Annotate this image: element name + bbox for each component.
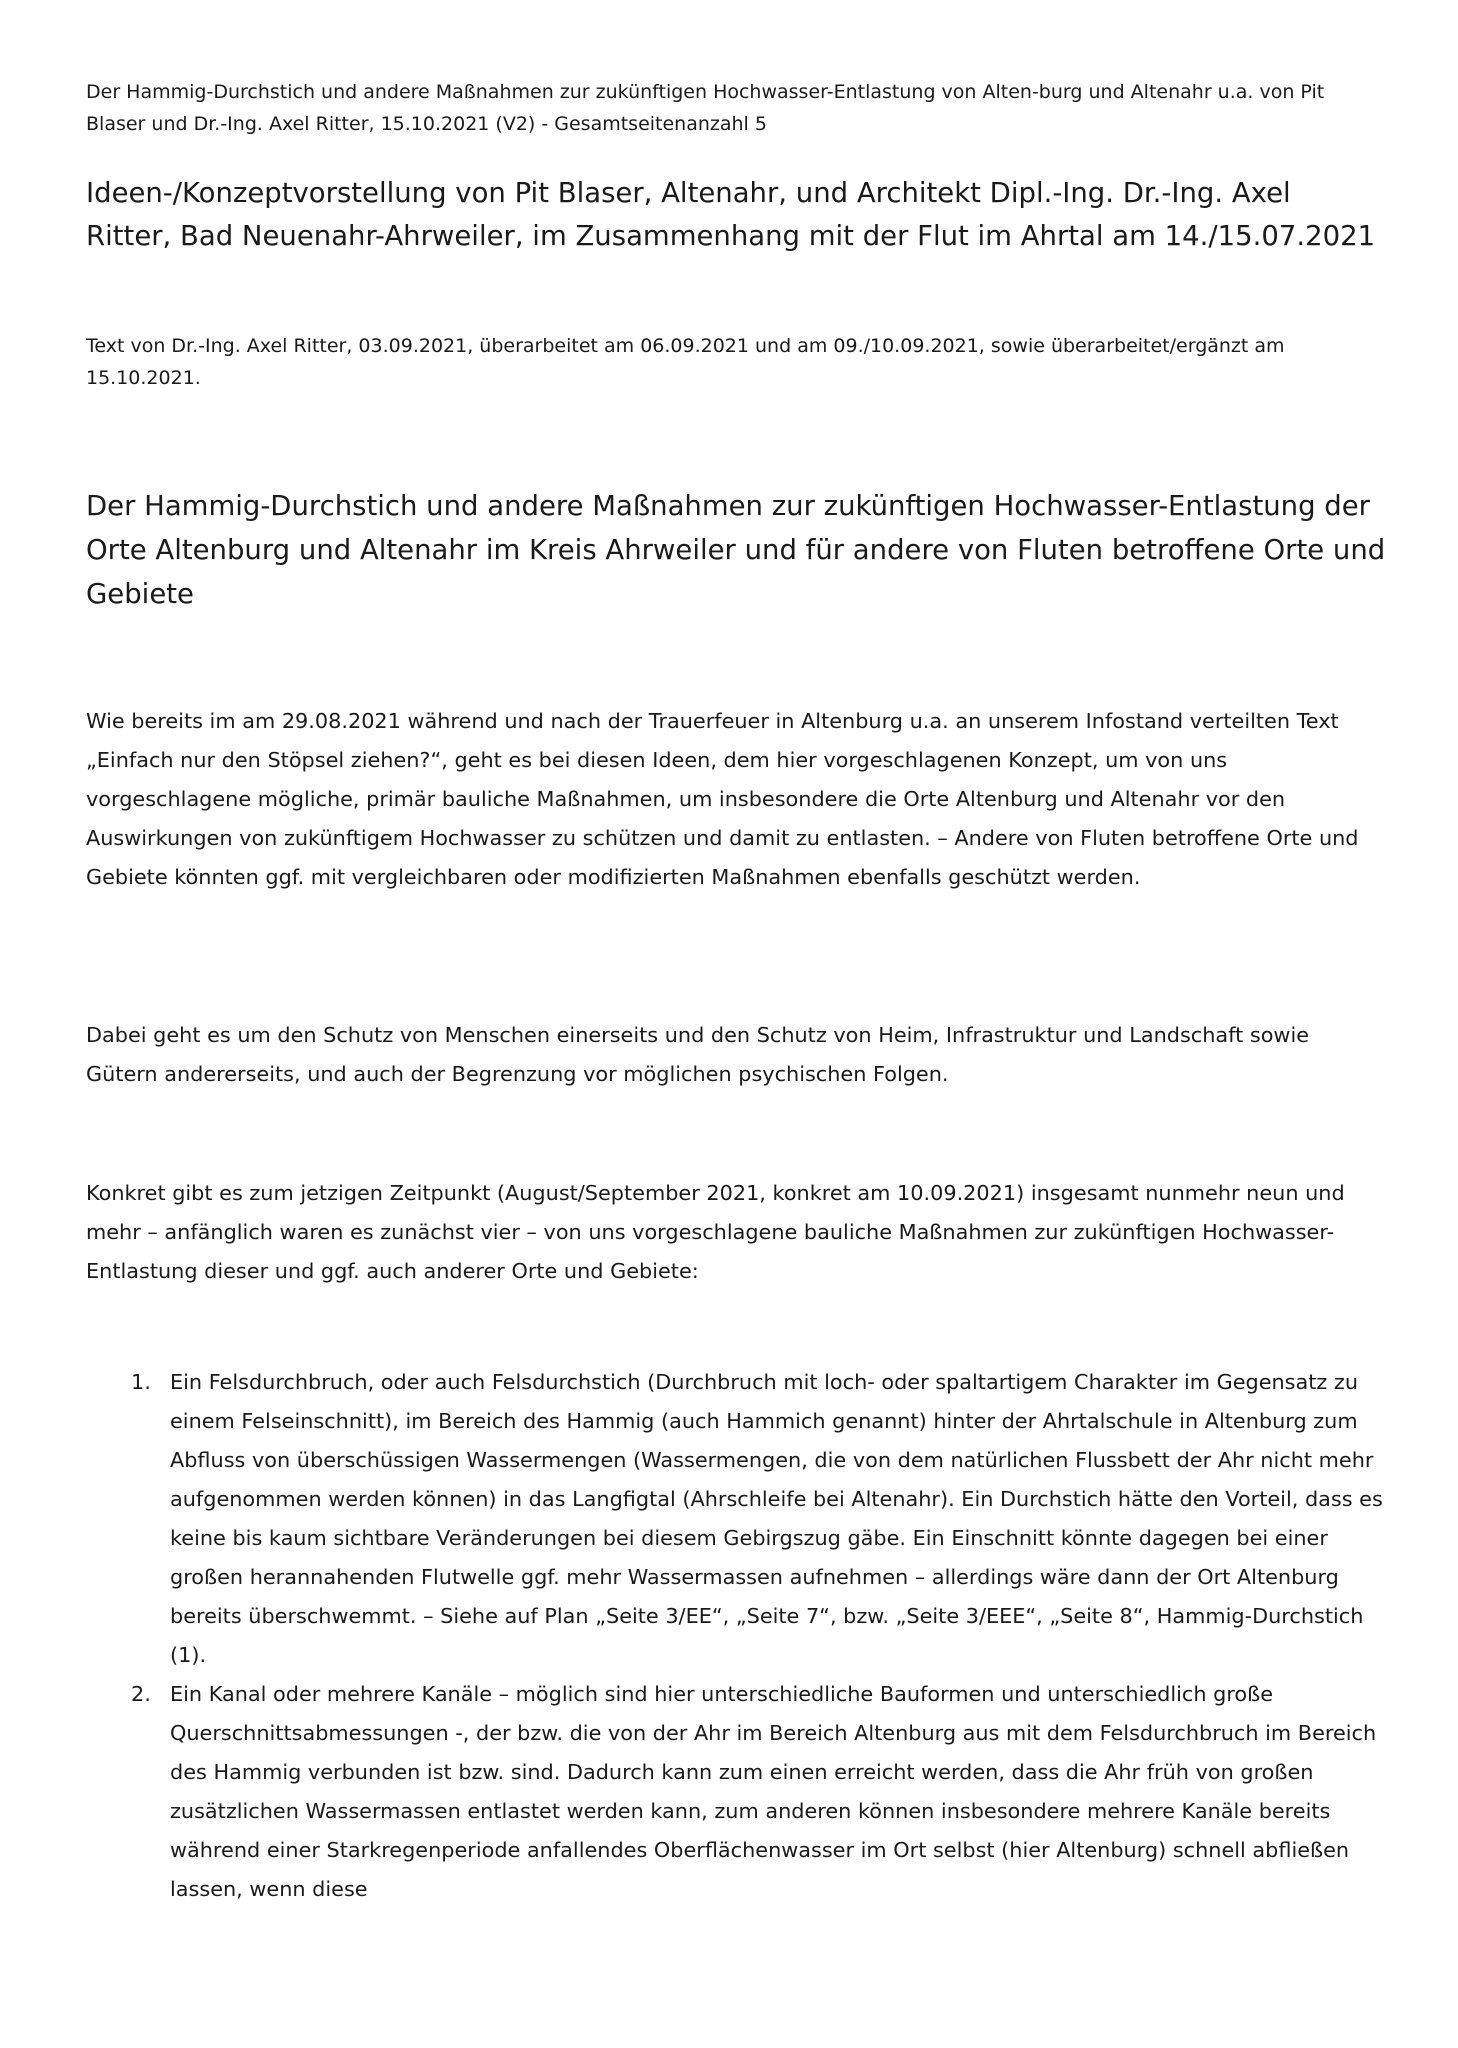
author-dateline: Text von Dr.-Ing. Axel Ritter, 03.09.2021, überarbeitet am 06.09.2021 und am 09./10.09.2021, sowie überarbeitet/ergänzt am 15.10.2021. — [86, 335, 1285, 389]
list-item-text: Ein Felsdurchbruch, oder auch Felsdurchstich (Durchbruch mit loch- oder spaltartigem Charakter im Gegensatz zu einem Felseinschnitt), im Bereich des Hammig (auch Hammich genannt) hinter der Ahrtalschule in Altenburg zum Abfluss von überschüssigen Wassermengen (Wassermengen, die von dem natürlichen Flussbett der Ahr nicht mehr aufgenommen werden können) in das Langfigtal (Ahrschleife bei Altenahr). Ein Durchstich hätte den Vorteil, dass es keine bis kaum sichtbare Veränderungen bei diesem Gebirgszug gäbe. Ein Einschnitt könnte dagegen bei einer großen herannahenden Flutwelle ggf. mehr Wassermassen aufnehmen – allerdings wäre dann der Ort Altenburg bereits überschwemmt. – Siehe auf Plan „Seite 3/EE“, „Seite 7“, bzw. „Seite 3/EEE“, „Seite 8“, Hammig-Durchstich (1). — [170, 1370, 1383, 1667]
paragraph-intro: Wie bereits im am 29.08.2021 während und nach der Trauerfeuer in Altenburg u.a. an unserem Infostand verteilten Text „Einfach nur den Stöpsel ziehen?“, geht es bei diesen Ideen, dem hier vorgeschlagenen Konzept, um von uns vorgeschlagene mögliche, primär bauliche Maßnahmen, um insbesondere die Orte Altenburg und Altenahr vor den Auswirkungen von zukünftigem Hochwasser zu schützen und damit zu entlasten. – Andere von Fluten betroffene Orte und Gebiete könnten ggf. mit vergleichbaren oder modifizierten Maßnahmen ebenfalls geschützt werden. — [86, 709, 1359, 889]
measures-list — [0, 1363, 1458, 1909]
document-subtitle: Ideen-/Konzeptvorstellung von Pit Blaser, Altenahr, und Architekt Dipl.-Ing. Dr.-Ing. Axel Ritter, Bad Neuenahr-Ahrweiler, im Zusammenhang mit der Flut im Ahrtal am 14./15.07.2021 — [86, 177, 1376, 252]
list-item-number: 2. — [131, 1682, 151, 1706]
paragraph-measures: Konkret gibt es zum jetzigen Zeitpunkt (August/September 2021, konkret am 10.09.2021) insgesamt nunmehr neun und mehr – anfänglich waren es zunächst vier – von uns vorgeschlagene bauliche Maßnahmen zur zukünftigen Hochwasser-Entlastung dieser und ggf. auch anderer Orte und Gebiete: — [86, 1181, 1345, 1283]
list-item — [0, 1363, 1390, 1675]
document-title: Der Hammig-Durchstich und andere Maßnahmen zur zukünftigen Hochwasser-Entlastung der Orte Altenburg und Altenahr im Kreis Ahrweiler und für andere von Fluten betroffene Orte und Gebiete — [86, 490, 1386, 610]
list-item-text: Ein Kanal oder mehrere Kanäle – möglich sind hier unterschiedliche Bauformen und unterschiedlich große Querschnittsabmessungen -, der bzw. die von der Ahr im Bereich Altenburg aus mit dem Felsdurchbruch im Bereich des Hammig verbunden ist bzw. sind. Dadurch kann zum einen erreicht werden, dass die Ahr früh von großen zusätzlichen Wassermassen entlastet werden kann, zum anderen können insbesondere mehrere Kanäle bereits während einer Starkregenperiode anfallendes Oberflächenwasser im Ort selbst (hier Altenburg) schnell abfließen lassen, wenn diese — [170, 1682, 1377, 1901]
running-header: Der Hammig-Durchstich und andere Maßnahmen zur zukünftigen Hochwasser-Entlastung von Alten-burg und Altenahr u.a. von Pit Blaser und Dr.-Ing. Axel Ritter, 15.10.2021 (V2) - Gesamtseitenanzahl 5 — [86, 81, 1325, 135]
paragraph-protection: Dabei geht es um den Schutz von Menschen einerseits und den Schutz von Heim, Infrastruktur und Landschaft sowie Gütern andererseits, und auch der Begrenzung vor möglichen psychischen Folgen. — [86, 1023, 1310, 1086]
list-item — [0, 1675, 1390, 1909]
list-item-number: 1. — [131, 1370, 151, 1394]
